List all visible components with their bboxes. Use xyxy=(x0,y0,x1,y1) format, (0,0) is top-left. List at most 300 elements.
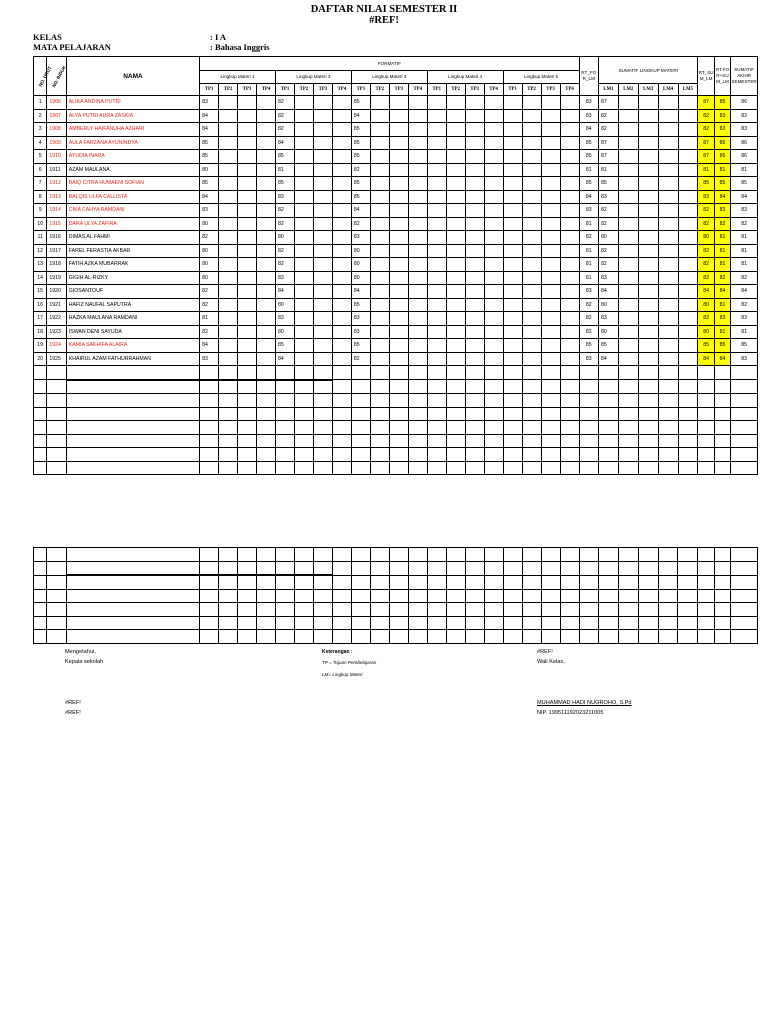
empty-cell xyxy=(34,366,47,380)
empty-cell xyxy=(257,434,276,448)
empty-cell xyxy=(579,394,598,408)
formatif-cell xyxy=(389,177,408,191)
empty-cell xyxy=(698,548,714,562)
empty-cell xyxy=(714,616,730,630)
empty-cell xyxy=(560,461,579,475)
empty-cell xyxy=(541,380,560,394)
rt-sum-lm-cell: 82 xyxy=(698,217,714,231)
formatif-cell xyxy=(370,244,389,258)
formatif-cell xyxy=(503,177,522,191)
empty-cell xyxy=(658,434,678,448)
empty-cell xyxy=(332,461,351,475)
empty-row xyxy=(34,407,758,421)
no-induk-cell: 1919 xyxy=(47,271,66,285)
empty-cell xyxy=(522,548,541,562)
empty-cell xyxy=(579,616,598,630)
empty-cell xyxy=(332,394,351,408)
empty-cell xyxy=(66,589,199,603)
empty-cell xyxy=(658,461,678,475)
empty-cell xyxy=(294,561,313,575)
empty-cell xyxy=(313,548,332,562)
sumatif-lm-cell xyxy=(618,339,638,353)
formatif-cell xyxy=(522,271,541,285)
formatif-cell xyxy=(294,96,313,110)
empty-cell xyxy=(47,394,66,408)
empty-cell xyxy=(731,630,758,644)
empty-cell xyxy=(714,548,730,562)
empty-cell xyxy=(408,448,427,462)
empty-cell xyxy=(332,603,351,617)
sumatif-akhir-cell: 86 xyxy=(731,150,758,164)
formatif-cell xyxy=(484,285,503,299)
empty-cell xyxy=(47,461,66,475)
formatif-cell xyxy=(446,136,465,150)
empty-cell xyxy=(638,548,658,562)
formatif-cell xyxy=(313,244,332,258)
formatif-cell xyxy=(446,177,465,191)
formatif-cell xyxy=(541,217,560,231)
empty-cell xyxy=(389,380,408,394)
formatif-cell xyxy=(484,123,503,137)
rt-for-lm-cell: 81 xyxy=(579,244,598,258)
lm-header: LM1 xyxy=(599,84,619,96)
formatif-cell xyxy=(219,258,238,272)
formatif-cell xyxy=(257,339,276,353)
formatif-cell: 83 xyxy=(351,231,370,245)
empty-cell xyxy=(238,380,257,394)
formatif-cell xyxy=(332,136,351,150)
empty-cell xyxy=(714,561,730,575)
empty-cell xyxy=(34,434,47,448)
formatif-cell xyxy=(408,177,427,191)
empty-cell xyxy=(313,366,332,380)
formatif-cell xyxy=(257,150,276,164)
formatif-cell xyxy=(465,285,484,299)
empty-cell xyxy=(658,394,678,408)
formatif-cell xyxy=(238,109,257,123)
empty-cell xyxy=(294,616,313,630)
table-row xyxy=(34,204,758,218)
formatif-cell xyxy=(465,123,484,137)
formatif-cell xyxy=(219,217,238,231)
empty-cell xyxy=(313,448,332,462)
formatif-cell xyxy=(541,150,560,164)
empty-cell xyxy=(484,407,503,421)
formatif-cell xyxy=(389,109,408,123)
formatif-cell xyxy=(522,190,541,204)
no-induk-cell: 1914 xyxy=(47,204,66,218)
formatif-cell xyxy=(465,312,484,326)
empty-cell xyxy=(408,575,427,589)
empty-cell xyxy=(389,461,408,475)
empty-cell xyxy=(446,407,465,421)
formatif-cell xyxy=(427,298,446,312)
empty-cell xyxy=(47,434,66,448)
rt-for-sum-lm-cell: 86 xyxy=(714,150,730,164)
empty-cell xyxy=(522,394,541,408)
formatif-cell xyxy=(313,163,332,177)
formatif-cell xyxy=(294,298,313,312)
empty-cell xyxy=(408,616,427,630)
no-induk-cell: 1911 xyxy=(47,163,66,177)
empty-cell xyxy=(408,434,427,448)
formatif-cell xyxy=(389,123,408,137)
empty-cell xyxy=(731,434,758,448)
empty-cell xyxy=(294,548,313,562)
formatif-cell xyxy=(219,285,238,299)
empty-cell xyxy=(678,603,698,617)
rt-for-sum-lm-cell: 81 xyxy=(714,258,730,272)
empty-cell xyxy=(698,616,714,630)
lingkup-materi-3-header: Lingkup Materi 3 xyxy=(351,70,427,84)
tp-header: TP4 xyxy=(332,84,351,96)
sumatif-lm-cell xyxy=(678,204,698,218)
formatif-cell xyxy=(389,271,408,285)
formatif-cell xyxy=(503,163,522,177)
empty-cell xyxy=(638,461,658,475)
empty-cell xyxy=(560,575,579,589)
tp-note: TP = Tujuan Pembelajaran xyxy=(322,660,377,665)
formatif-cell xyxy=(294,163,313,177)
no-induk-header: NO. INDUK xyxy=(47,57,66,96)
empty-cell xyxy=(503,461,522,475)
formatif-cell: 82 xyxy=(275,204,294,218)
empty-cell xyxy=(389,448,408,462)
empty-cell xyxy=(313,421,332,435)
empty-cell xyxy=(370,561,389,575)
sumatif-lm-cell: 87 xyxy=(599,150,619,164)
formatif-cell: 82 xyxy=(200,231,219,245)
sumatif-lm-cell: 83 xyxy=(599,271,619,285)
formatif-cell xyxy=(219,136,238,150)
empty-cell xyxy=(714,461,730,475)
nama-cell: ALYA PUTRI AURA ZASKIA xyxy=(66,109,199,123)
empty-cell xyxy=(446,380,465,394)
sumatif-lm-cell xyxy=(678,298,698,312)
tp-header: TP1 xyxy=(427,84,446,96)
sumatif-akhir-cell: 84 xyxy=(731,190,758,204)
empty-cell xyxy=(560,630,579,644)
empty-cell xyxy=(351,434,370,448)
formatif-cell: 84 xyxy=(351,109,370,123)
empty-cell xyxy=(257,548,276,562)
empty-cell xyxy=(66,394,199,408)
rt-sum-lm-cell: 83 xyxy=(698,190,714,204)
empty-cell xyxy=(638,421,658,435)
empty-cell xyxy=(313,434,332,448)
formatif-cell xyxy=(238,190,257,204)
empty-cell xyxy=(658,548,678,562)
sumatif-lm-cell xyxy=(658,325,678,339)
formatif-cell xyxy=(541,109,560,123)
formatif-cell xyxy=(465,109,484,123)
tp-header: TP2 xyxy=(522,84,541,96)
sumatif-lm-cell: 82 xyxy=(599,244,619,258)
empty-cell xyxy=(503,589,522,603)
formatif-cell xyxy=(313,150,332,164)
empty-cell xyxy=(332,380,351,394)
empty-cell xyxy=(638,603,658,617)
empty-cell xyxy=(276,603,295,617)
empty-cell xyxy=(332,421,351,435)
rt-for-lm-cell: 83 xyxy=(579,352,598,366)
empty-cell xyxy=(541,394,560,408)
formatif-cell xyxy=(522,136,541,150)
empty-cell xyxy=(465,380,484,394)
formatif-cell xyxy=(408,258,427,272)
formatif-cell xyxy=(560,244,579,258)
formatif-cell: 80 xyxy=(200,163,219,177)
page-title: DAFTAR NILAI SEMESTER II xyxy=(310,4,458,15)
formatif-cell xyxy=(408,325,427,339)
empty-cell xyxy=(522,421,541,435)
sumatif-lm-cell xyxy=(618,109,638,123)
empty-cell xyxy=(698,603,714,617)
grades-table xyxy=(33,56,758,475)
sumatif-lm-cell xyxy=(658,352,678,366)
formatif-cell: 83 xyxy=(351,312,370,326)
sumatif-lm-cell xyxy=(678,352,698,366)
empty-cell xyxy=(66,407,199,421)
formatif-cell xyxy=(484,150,503,164)
formatif-cell xyxy=(332,285,351,299)
empty-cell xyxy=(257,421,276,435)
formatif-cell xyxy=(541,258,560,272)
no-urut-cell: 11 xyxy=(34,231,47,245)
empty-cell xyxy=(714,589,730,603)
empty-cell xyxy=(618,421,638,435)
sumatif-lm-cell xyxy=(618,163,638,177)
formatif-cell xyxy=(427,204,446,218)
empty-cell xyxy=(351,589,370,603)
formatif-cell xyxy=(238,231,257,245)
empty-cell xyxy=(351,630,370,644)
empty-cell xyxy=(408,461,427,475)
formatif-cell xyxy=(313,325,332,339)
nama-cell: HAZKA MAULANA RAMDANI xyxy=(66,312,199,326)
sumatif-lm-cell xyxy=(618,177,638,191)
formatif-cell xyxy=(332,325,351,339)
formatif-cell xyxy=(560,312,579,326)
empty-cell xyxy=(351,603,370,617)
empty-cell xyxy=(541,630,560,644)
empty-cell xyxy=(427,434,446,448)
formatif-cell xyxy=(408,285,427,299)
empty-cell xyxy=(678,548,698,562)
formatif-cell: 80 xyxy=(275,325,294,339)
formatif-cell xyxy=(427,231,446,245)
formatif-cell xyxy=(427,325,446,339)
formatif-cell xyxy=(484,271,503,285)
empty-cell xyxy=(579,421,598,435)
empty-cell xyxy=(275,448,294,462)
sumatif-lm-cell xyxy=(658,190,678,204)
formatif-cell xyxy=(238,177,257,191)
formatif-cell xyxy=(313,352,332,366)
nama-cell: DARA ULYA ZAFIRA xyxy=(66,217,199,231)
sumatif-lm-cell xyxy=(618,204,638,218)
sumatif-lm-cell xyxy=(638,163,658,177)
formatif-cell xyxy=(484,352,503,366)
formatif-cell xyxy=(427,163,446,177)
empty-cell xyxy=(370,380,389,394)
formatif-cell xyxy=(484,136,503,150)
empty-cell xyxy=(66,616,199,630)
sumatif-akhir-cell: 81 xyxy=(731,258,758,272)
formatif-cell xyxy=(484,231,503,245)
nama-cell: AYUDIA INARA xyxy=(66,150,199,164)
no-urut-cell: 7 xyxy=(34,177,47,191)
empty-cell xyxy=(678,380,698,394)
empty-cell xyxy=(370,630,389,644)
empty-cell xyxy=(276,548,295,562)
empty-cell xyxy=(275,407,294,421)
formatif-cell: 83 xyxy=(275,312,294,326)
empty-cell xyxy=(522,589,541,603)
sumatif-lm-cell xyxy=(618,231,638,245)
formatif-cell: 80 xyxy=(200,258,219,272)
sumatif-akhir-cell: 86 xyxy=(731,136,758,150)
empty-cell xyxy=(714,421,730,435)
nama-cell: FAREL FERASTIA AKBAR xyxy=(66,244,199,258)
sumatif-akhir-cell: 81 xyxy=(731,163,758,177)
formatif-cell xyxy=(238,298,257,312)
empty-cell xyxy=(618,380,638,394)
rt-sum-lm-cell: 81 xyxy=(698,163,714,177)
empty-cell xyxy=(522,575,541,589)
sumatif-lm-cell xyxy=(638,150,658,164)
formatif-cell xyxy=(408,204,427,218)
formatif-cell xyxy=(427,258,446,272)
no-induk-cell: 1918 xyxy=(47,258,66,272)
table-row xyxy=(34,150,758,164)
mapel-value: : Bahasa Inggris xyxy=(210,42,270,52)
formatif-cell: 84 xyxy=(200,339,219,353)
formatif-cell xyxy=(257,190,276,204)
empty-cell xyxy=(66,461,199,475)
empty-cell xyxy=(66,575,199,589)
sumatif-lm-cell: 80 xyxy=(599,325,619,339)
formatif-header: FORMATIF xyxy=(200,57,579,71)
formatif-cell xyxy=(541,231,560,245)
empty-cell xyxy=(503,616,522,630)
rt-for-sum-lm-cell: 84 xyxy=(714,285,730,299)
empty-cell xyxy=(34,630,47,644)
formatif-cell: 84 xyxy=(351,285,370,299)
empty-cell xyxy=(332,561,351,575)
empty-cell xyxy=(389,589,408,603)
sumatif-lm-cell xyxy=(658,136,678,150)
formatif-cell xyxy=(257,244,276,258)
formatif-cell xyxy=(313,136,332,150)
rt-for-lm-cell: 85 xyxy=(579,150,598,164)
formatif-cell xyxy=(503,352,522,366)
formatif-cell xyxy=(370,96,389,110)
formatif-cell xyxy=(560,177,579,191)
empty-cell xyxy=(34,548,47,562)
empty-cell xyxy=(200,603,219,617)
empty-cell xyxy=(698,461,714,475)
empty-cell xyxy=(678,434,698,448)
sumatif-lm-cell: 84 xyxy=(599,285,619,299)
formatif-cell xyxy=(541,177,560,191)
sumatif-lm-cell xyxy=(638,285,658,299)
empty-cell xyxy=(408,380,427,394)
sumatif-lm-cell xyxy=(618,136,638,150)
empty-cell xyxy=(427,630,446,644)
formatif-cell xyxy=(389,244,408,258)
rt-for-lm-cell: 81 xyxy=(579,271,598,285)
nama-header: NAMA xyxy=(66,57,199,96)
empty-cell xyxy=(465,548,484,562)
formatif-cell: 85 xyxy=(351,123,370,137)
formatif-cell: 84 xyxy=(200,190,219,204)
empty-cell xyxy=(638,407,658,421)
empty-cell xyxy=(618,616,638,630)
formatif-cell xyxy=(446,204,465,218)
sumatif-lm-cell: 85 xyxy=(599,177,619,191)
formatif-cell xyxy=(427,285,446,299)
empty-cell xyxy=(484,630,503,644)
nama-cell: KAMIA SAKHIFA ALAIRA xyxy=(66,339,199,353)
formatif-cell xyxy=(294,244,313,258)
formatif-cell xyxy=(484,339,503,353)
formatif-cell xyxy=(408,312,427,326)
rt-sum-lm-cell: 87 xyxy=(698,96,714,110)
formatif-cell xyxy=(389,217,408,231)
formatif-cell xyxy=(238,312,257,326)
empty-cell xyxy=(47,616,66,630)
empty-cell xyxy=(579,603,598,617)
empty-cell xyxy=(484,394,503,408)
formatif-cell xyxy=(370,258,389,272)
empty-cell xyxy=(408,630,427,644)
empty-cell xyxy=(465,421,484,435)
empty-cell xyxy=(34,448,47,462)
empty-cell xyxy=(200,561,219,575)
empty-cell xyxy=(370,461,389,475)
empty-cell xyxy=(408,366,427,380)
empty-cell xyxy=(731,461,758,475)
formatif-cell xyxy=(465,258,484,272)
empty-cell xyxy=(257,630,276,644)
formatif-cell: 82 xyxy=(351,217,370,231)
sumatif-lm-cell xyxy=(678,190,698,204)
empty-cell xyxy=(658,575,678,589)
tp-header: TP3 xyxy=(238,84,257,96)
formatif-cell xyxy=(560,150,579,164)
sumatif-lm-cell xyxy=(638,244,658,258)
formatif-cell xyxy=(560,204,579,218)
empty-cell xyxy=(200,434,219,448)
formatif-cell xyxy=(560,298,579,312)
empty-cell xyxy=(465,575,484,589)
empty-cell xyxy=(560,548,579,562)
formatif-cell xyxy=(238,258,257,272)
empty-cell xyxy=(351,448,370,462)
formatif-cell xyxy=(313,109,332,123)
empty-cell xyxy=(698,630,714,644)
empty-cell xyxy=(522,407,541,421)
sumatif-lm-cell: 82 xyxy=(599,123,619,137)
formatif-cell xyxy=(446,96,465,110)
empty-cell xyxy=(351,380,370,394)
rt-for-lm-cell: 83 xyxy=(579,204,598,218)
formatif-cell xyxy=(257,231,276,245)
formatif-cell: 85 xyxy=(275,150,294,164)
tp-header: TP2 xyxy=(446,84,465,96)
empty-cell xyxy=(257,448,276,462)
